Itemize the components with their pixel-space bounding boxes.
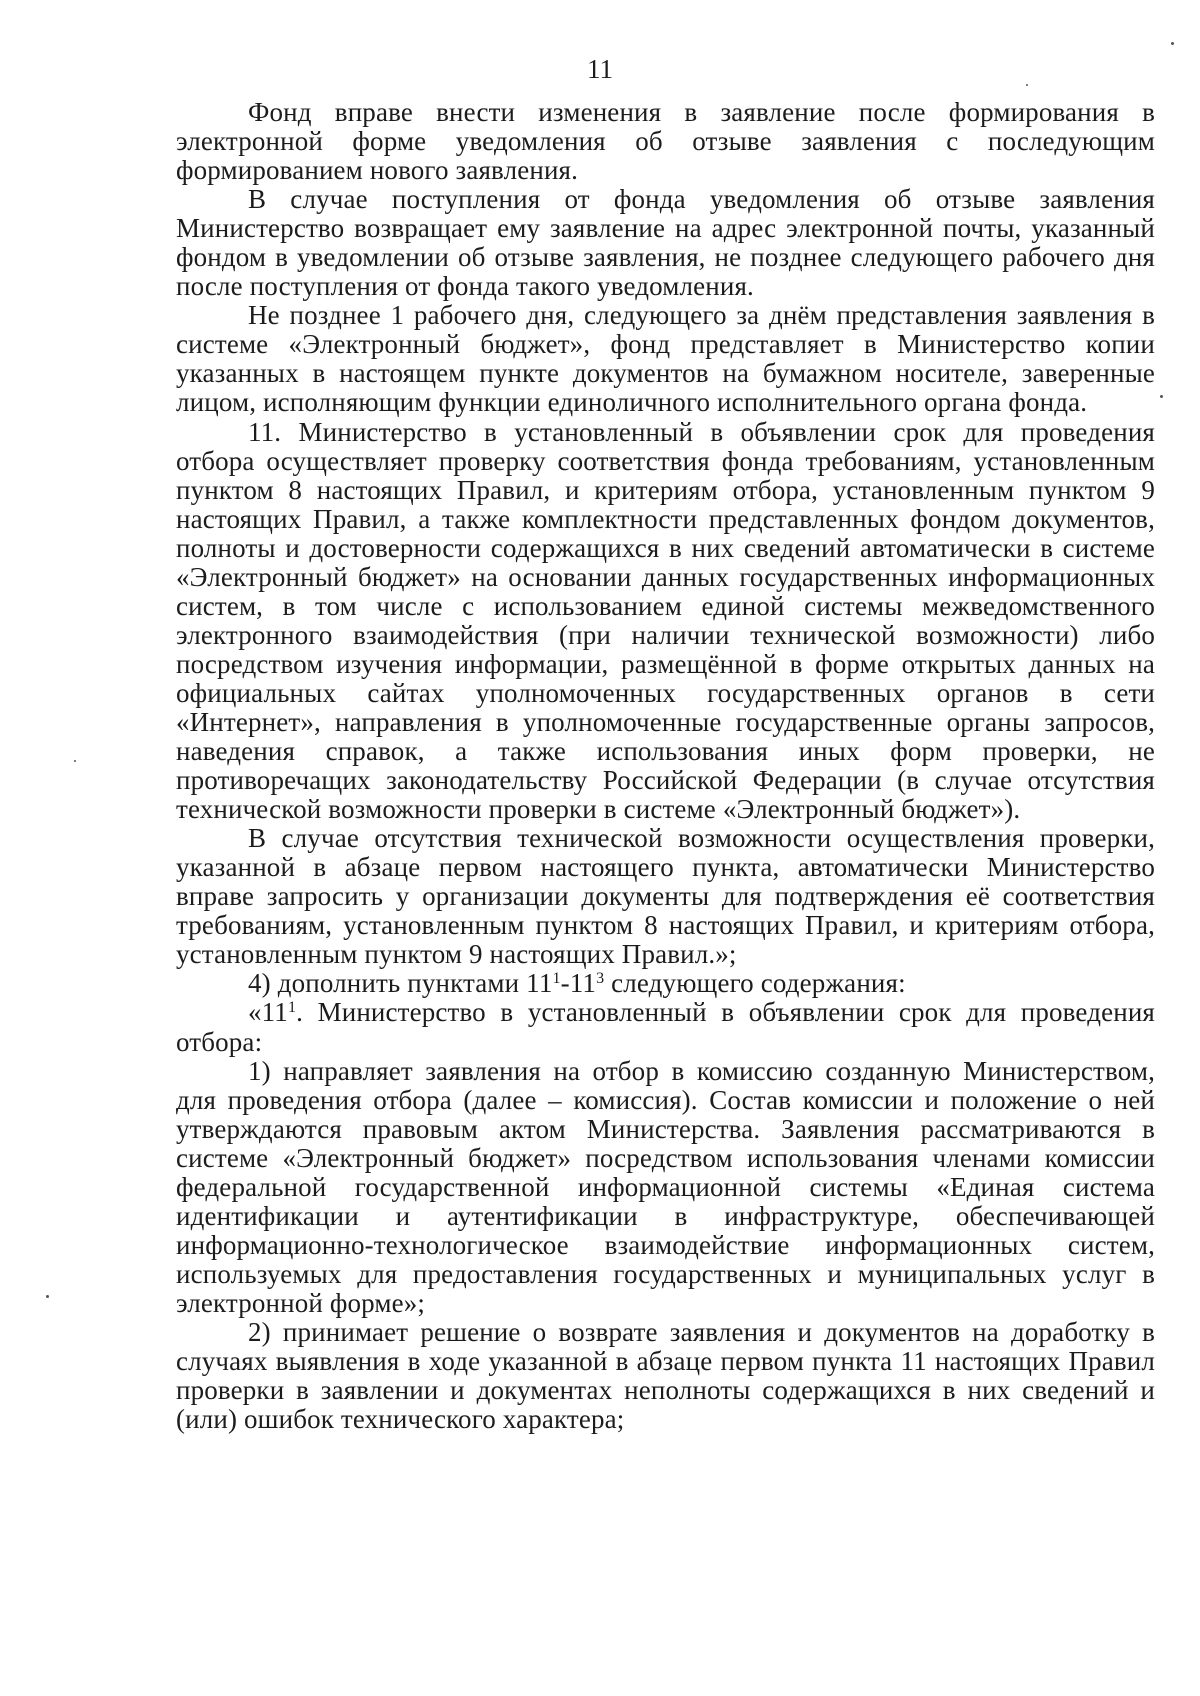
- paragraph-item-1-commission: 1) направляет заявления на отбор в комиссию созданную Министерством, для проведения отбора (далее – комиссия). Состав комиссии и положение о ней утверждаются правовым актом Министерства. Заявления рассматриваются в системе «Электронный бюджет» посредством использования членами комиссии федеральной государственной информационной системы «Единая система идентификации и аутентификации в инфраструктуре, обеспечивающей информационно-технологическое взаимодействие информационных систем, используемых для предоставления государственных и муниципальных услуг в электронной форме»;: [176, 1055, 1155, 1318]
- paragraph-withdrawal-notice: В случае поступления от фонда уведомления об отзыве заявления Министерство возвращает ему заявление на адрес электронной почты, указанный фондом в уведомлении об отзыве заявления, не позднее следующего рабочего дня после поступления от фонда такого уведомления.: [176, 184, 1155, 302]
- scan-speck: [1171, 42, 1174, 45]
- paragraph-no-technical-possibility: В случае отсутствия технической возможности осуществления проверки, указанной в абзаце первом настоящего пункта, автоматически Министерство вправе запросить у организации документы для подтверждения её соответствия требованиям, установленным пунктом 8 настоящих Правил, и критериям отбора, установленным пунктом 9 настоящих Правил.»;: [176, 823, 1155, 970]
- paragraph-clause-11-1: [176, 998, 1155, 1056]
- document-body: [176, 98, 1155, 1434]
- paragraph-paper-copies: Не позднее 1 рабочего дня, следующего за днём представления заявления в системе «Электронный бюджет», фонд представляет в Министерство копии указанных в настоящем пункте документов на бумажном носителе, заверенные лицом, исполняющим функции единоличного исполнительного органа фонда.: [176, 300, 1155, 418]
- paragraph-fund-may-amend: Фонд вправе внести изменения в заявление после формирования в электронной форме уведомления об отзыве заявления с последующим формированием нового заявления.: [176, 97, 1155, 186]
- paragraph-clause-11: 11. Министерство в установленный в объявлении срок для проведения отбора осуществляет проверку соответствия фонда требованиям, установленным пунктом 8 настоящих Правил, и критериям отбора, установленным пунктом 9 настоящих Правил, а также комплектности представленных фондом документов, полноты и достоверности содержащихся в них сведений автоматически в системе «Электронный бюджет» на основании данных государственных информационных систем, в том числе с использованием единой системы межведомственного электронного взаимодействия (при наличии технической возможности) либо посредством изучения информации, размещённой в форме открытых данных на официальных сайтах уполномоченных государственных органов в сети «Интернет», направления в уполномоченные государственные органы запросов, наведения справок, а также использования иных форм проверки, не противоречащих законодательству Российской Федерации (в случае отсутствия технической возможности проверки в системе «Электронный бюджет»).: [176, 416, 1155, 825]
- text-fragment: 4) дополнить пунктами 11: [248, 968, 553, 999]
- paragraph-item-2-return: 2) принимает решение о возврате заявления и документов на доработку в случаях выявления в ходе указанной в абзаце первом пункта 11 настоящих Правил проверки в заявлении и документах неполноты содержащихся в них сведений и (или) ошибок технического характера;: [176, 1316, 1155, 1435]
- scan-speck: [74, 760, 76, 762]
- superscript: 1: [287, 999, 297, 1017]
- page-number: 11: [587, 54, 613, 84]
- text-fragment: следующего содержания:: [604, 968, 906, 999]
- paragraph-amendment-4: [176, 969, 1155, 998]
- superscript: 1: [552, 970, 561, 988]
- text-fragment: . Министерство в установленный в объявлении срок для проведения отбора:: [176, 997, 1155, 1057]
- text-fragment: «11: [248, 997, 288, 1028]
- scan-speck: [1026, 84, 1028, 86]
- scan-speck: [46, 1295, 49, 1298]
- superscript: 3: [596, 970, 605, 988]
- text-fragment: -11: [560, 968, 597, 999]
- scan-speck: [1160, 395, 1163, 398]
